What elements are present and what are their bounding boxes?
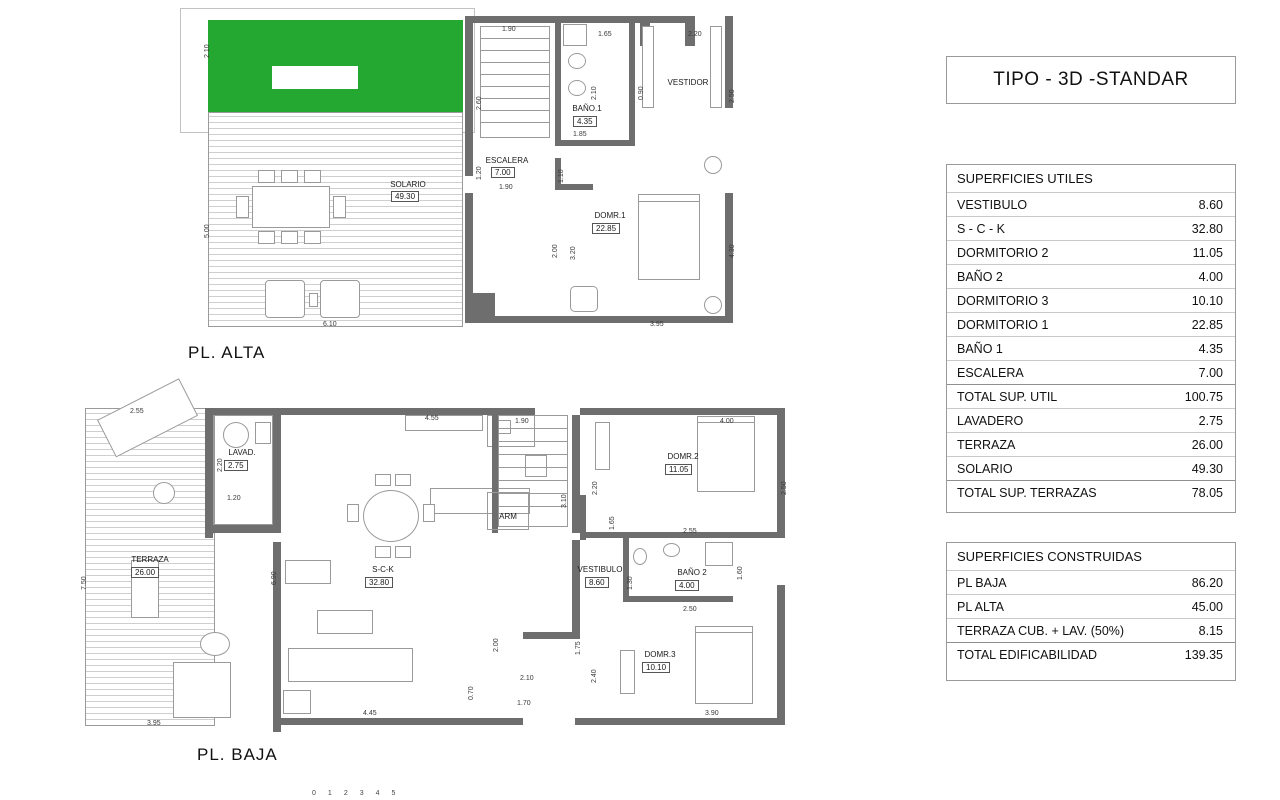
room-area-domr3: 10.10: [642, 662, 670, 673]
room-area-lavadero: 2.75: [224, 460, 248, 471]
nightstand-lamp-2: [704, 296, 722, 314]
page-title: TIPO - 3D -STANDAR: [993, 69, 1189, 90]
dim-solarium-width: 6.10: [323, 321, 337, 328]
wall-upper-right-lower: [725, 193, 733, 323]
row-label: PL BAJA: [947, 571, 1143, 595]
dim-stair-width: 1.90: [499, 184, 513, 191]
stair-step: [480, 98, 550, 99]
dim-vestibulo-right: 1.75: [575, 641, 582, 655]
row-value: 11.05: [1143, 241, 1235, 265]
wall-partition-horz-2: [555, 184, 593, 190]
chair-8: [333, 196, 346, 218]
dining-chair-c: [375, 546, 391, 558]
room-label-domr1: DOMR.1: [594, 211, 626, 220]
toilet-bano2: [633, 548, 647, 565]
row-label: BAÑO 2: [947, 265, 1143, 289]
terrace-deco: [200, 632, 230, 656]
stair-step: [498, 441, 568, 442]
row-label: SOLARIO: [947, 457, 1143, 481]
room-label-bano2: BAÑO 2: [677, 568, 707, 577]
dim-stair-top: 1.90: [502, 26, 516, 33]
bed-headboard-dorm1: [638, 194, 700, 202]
dim-dorm2-top: 4.00: [720, 418, 734, 425]
wall-upper-bottom: [465, 316, 733, 323]
wall-lower-bottom-corner: [205, 525, 281, 533]
dining-chair-d: [395, 546, 411, 558]
room-label-terraza: TERRAZA: [131, 555, 169, 564]
wall-bano2-left: [623, 538, 629, 600]
green-area-inner-box: [272, 66, 358, 89]
dim-stair-lower-top: 1.90: [515, 418, 529, 425]
bed-dorm1: [638, 200, 700, 280]
row-label: LAVADERO: [947, 409, 1143, 433]
dim-terraza-bottom: 3.95: [147, 720, 161, 727]
dim-solarium-height: 5.00: [204, 224, 211, 238]
wall-lower-left2: [273, 408, 281, 526]
row-value: 45.00: [1143, 595, 1235, 619]
dim-door-swing: 1.10: [558, 169, 565, 183]
chair-4: [258, 231, 275, 244]
dim-dorm2-left: 2.20: [592, 481, 599, 495]
scale-tick: 5: [391, 790, 408, 797]
room-label-vestidor: VESTIDOR: [667, 78, 709, 87]
sink-bath1: [568, 53, 586, 69]
dim-green-left: 2.10: [204, 44, 211, 58]
stair-step: [498, 467, 568, 468]
dim-sck-left: 6.90: [271, 571, 278, 585]
lower-floor-plan: [75, 400, 925, 790]
dim-stair-left: 1.20: [476, 166, 483, 180]
dim-dorm3-bottom: 3.90: [705, 710, 719, 717]
dining-chair-f: [423, 504, 435, 522]
plan-label-alta: PL. ALTA: [188, 343, 266, 362]
stair-step: [480, 62, 550, 63]
dim-vestibulo-bottom: 2.10: [520, 675, 534, 682]
dim-bath-bottom: 1.85: [573, 131, 587, 138]
dim-sck-bottom: 4.45: [363, 710, 377, 717]
kitchen-counter-top: [405, 415, 483, 431]
terrace-storage: [173, 662, 231, 718]
scale-tick: 0: [312, 790, 328, 797]
room-label-bano1: BAÑO.1: [572, 104, 602, 113]
bed-headboard-dorm3: [695, 626, 753, 633]
wall-lower-bottom: [273, 718, 523, 725]
chair-1: [258, 170, 275, 183]
stair-step: [480, 122, 550, 123]
row-label: TERRAZA: [947, 433, 1143, 457]
dim-bano2-top: 2.55: [683, 528, 697, 535]
room-area-vestibulo: 8.60: [585, 577, 609, 588]
row-value: 4.00: [1143, 265, 1235, 289]
row-label: BAÑO 1: [947, 337, 1143, 361]
wall-upper-right: [725, 16, 733, 96]
chair-7: [236, 196, 249, 218]
wall-vestibulo-right2: [572, 540, 580, 635]
row-label: TOTAL SUP. UTIL: [947, 385, 1143, 409]
stair-step: [498, 454, 568, 455]
dim-lavadero-bottom: 1.20: [227, 495, 241, 502]
shower-bath1: [563, 24, 587, 46]
armchair-living: [283, 690, 311, 714]
wall-lower-left: [205, 408, 213, 538]
terrace-round-table: [153, 482, 175, 504]
row-value: 32.80: [1143, 217, 1235, 241]
room-label-escalera: ESCALERA: [485, 156, 529, 165]
scale-bar: [312, 790, 407, 797]
stair-step: [480, 74, 550, 75]
room-label-domr2: DOMR.2: [667, 452, 699, 461]
dim-bano2-left: 1.30: [627, 576, 634, 590]
dim-vestibulo-small: 0.70: [468, 686, 475, 700]
shower-bano2: [705, 542, 733, 566]
dining-chair-a: [375, 474, 391, 486]
scale-tick: 4: [375, 790, 392, 797]
sofa: [288, 648, 413, 682]
stair-step: [480, 86, 550, 87]
vestidor-closet-right: [710, 26, 722, 108]
scale-tick: 3: [359, 790, 376, 797]
wall-lower-bottom2: [575, 718, 785, 725]
dim-lavadero-left: 2.20: [217, 458, 224, 472]
table-header-construidas: SUPERFICIES CONSTRUIDAS: [957, 549, 1142, 564]
washer: [223, 422, 249, 448]
room-label-arm: ARM: [499, 512, 517, 521]
plan-label-baja: PL. BAJA: [197, 745, 278, 764]
dim-domr1-right: 4.30: [729, 244, 736, 258]
row-label: DORMITORIO 3: [947, 289, 1143, 313]
laundry-sink: [255, 422, 271, 444]
wall-lower-right: [777, 408, 785, 538]
row-value: 49.30: [1143, 457, 1235, 481]
bed-dorm3: [695, 632, 753, 704]
wall-lower-right2: [777, 585, 785, 725]
dim-dorm2-right: 2.50: [781, 481, 788, 495]
scale-tick: 2: [343, 790, 360, 797]
nightstand-lamp-1: [704, 156, 722, 174]
room-area-bano2: 4.00: [675, 580, 699, 591]
dim-stair-lower-side: 3.10: [561, 494, 568, 508]
tv-unit: [285, 560, 331, 584]
row-value: 2.75: [1143, 409, 1235, 433]
wall-lower-top: [205, 408, 535, 415]
stair-step: [480, 38, 550, 39]
wall-partition-vert-1: [555, 16, 561, 146]
dim-bano2-right: 1.60: [737, 566, 744, 580]
row-value: 78.05: [1143, 481, 1235, 505]
scale-tick: 1: [327, 790, 344, 797]
row-value: 8.60: [1143, 193, 1235, 217]
coffee-table: [317, 610, 373, 634]
dim-bath-right: 2.10: [591, 86, 598, 100]
dim-domr1-left: 2.00: [552, 244, 559, 258]
wall-upper-top: [465, 16, 695, 23]
wall-upper-bottom-stub: [465, 293, 495, 323]
room-area-sck: 32.80: [365, 577, 393, 588]
room-label-lavadero: LAVAD.: [228, 448, 256, 457]
room-area-bano1: 4.35: [573, 116, 597, 127]
row-label: TERRAZA CUB. + LAV. (50%): [947, 619, 1143, 643]
chair-2: [281, 170, 298, 183]
sink-bano2: [663, 543, 680, 557]
dim-vestibulo-left: 2.00: [493, 638, 500, 652]
dim-bath-top: 1.65: [598, 31, 612, 38]
row-value: 10.10: [1143, 289, 1235, 313]
row-label: ESCALERA: [947, 361, 1143, 385]
row-label: DORMITORIO 2: [947, 241, 1143, 265]
row-label: VESTIBULO: [947, 193, 1143, 217]
plan-title-box: [946, 56, 1236, 104]
stair-step: [498, 428, 568, 429]
row-value: 139.35: [1143, 643, 1235, 667]
side-table: [309, 293, 318, 307]
row-label: S - C - K: [947, 217, 1143, 241]
wall-lower-top2: [580, 408, 785, 415]
wall-partition-vert-2: [629, 16, 635, 146]
wall-partition-horz-1: [555, 140, 633, 146]
stair-step: [480, 110, 550, 111]
chair-6: [304, 231, 321, 244]
dim-domr1-left2: 3.20: [570, 246, 577, 260]
row-label: TOTAL EDIFICABILIDAD: [947, 643, 1143, 667]
dining-round-table: [363, 490, 419, 542]
row-label: PL ALTA: [947, 595, 1143, 619]
chair-3: [304, 170, 321, 183]
room-area-domr1: 22.85: [592, 223, 620, 234]
dim-bano2-side: 1.65: [609, 516, 616, 530]
dim-stair-side: 2.60: [476, 96, 483, 110]
row-label: DORMITORIO 1: [947, 313, 1143, 337]
room-area-solario: 49.30: [391, 191, 419, 202]
table-superficies-utiles: [946, 164, 1236, 513]
armario: [487, 492, 529, 530]
dim-bath-left-small: 0.90: [638, 86, 645, 100]
row-value: 86.20: [1143, 571, 1235, 595]
row-value: 7.00: [1143, 361, 1235, 385]
lounge-chair-2: [320, 280, 360, 318]
room-area-domr2: 11.05: [665, 464, 692, 475]
stair-step: [480, 50, 550, 51]
dim-vestidor-side: 2.50: [729, 89, 736, 103]
row-value: 8.15: [1143, 619, 1235, 643]
wall-upper-left: [465, 16, 473, 176]
room-label-sck: S-C-K: [372, 565, 394, 574]
row-value: 100.75: [1143, 385, 1235, 409]
armchair-dorm1: [570, 286, 598, 312]
room-label-vestibulo: VESTIBULO: [577, 565, 623, 574]
toilet-bath1: [568, 80, 586, 96]
row-value: 22.85: [1143, 313, 1235, 337]
stair-step: [498, 480, 568, 481]
dim-vestibulo-bottom2: 1.70: [517, 700, 531, 707]
dim-terraza-left: 7.50: [81, 576, 88, 590]
row-label: TOTAL SUP. TERRAZAS: [947, 481, 1143, 505]
row-value: 26.00: [1143, 433, 1235, 457]
chair-5: [281, 231, 298, 244]
dim-bano2-bottom: 2.50: [683, 606, 697, 613]
dim-domr1-bottom: 3.95: [650, 321, 664, 328]
room-label-domr3: DOMR.3: [644, 650, 676, 659]
room-area-escalera: 7.00: [491, 167, 515, 178]
wardrobe-dorm2: [595, 422, 610, 470]
dining-chair-b: [395, 474, 411, 486]
dim-kitchen-top: 4.55: [425, 415, 439, 422]
upper-floor-plan: [180, 8, 920, 368]
lounge-chair-1: [265, 280, 305, 318]
wall-vestibulo-bottom: [523, 632, 580, 639]
table-header-utiles: SUPERFICIES UTILES: [957, 171, 1093, 186]
table-superficies-construidas: [946, 542, 1236, 681]
dining-chair-e: [347, 504, 359, 522]
dim-vestidor-top: 2.20: [688, 31, 702, 38]
wall-bano2-bottom: [623, 596, 733, 602]
dim-terraza-top: 2.55: [130, 408, 144, 415]
room-label-solario: SOLARIO: [390, 180, 426, 189]
wall-vestibulo-right: [572, 415, 580, 533]
room-area-terraza: 26.00: [131, 567, 159, 578]
dining-table: [252, 186, 330, 228]
row-value: 4.35: [1143, 337, 1235, 361]
dim-vestibulo-right2: 2.40: [591, 669, 598, 683]
